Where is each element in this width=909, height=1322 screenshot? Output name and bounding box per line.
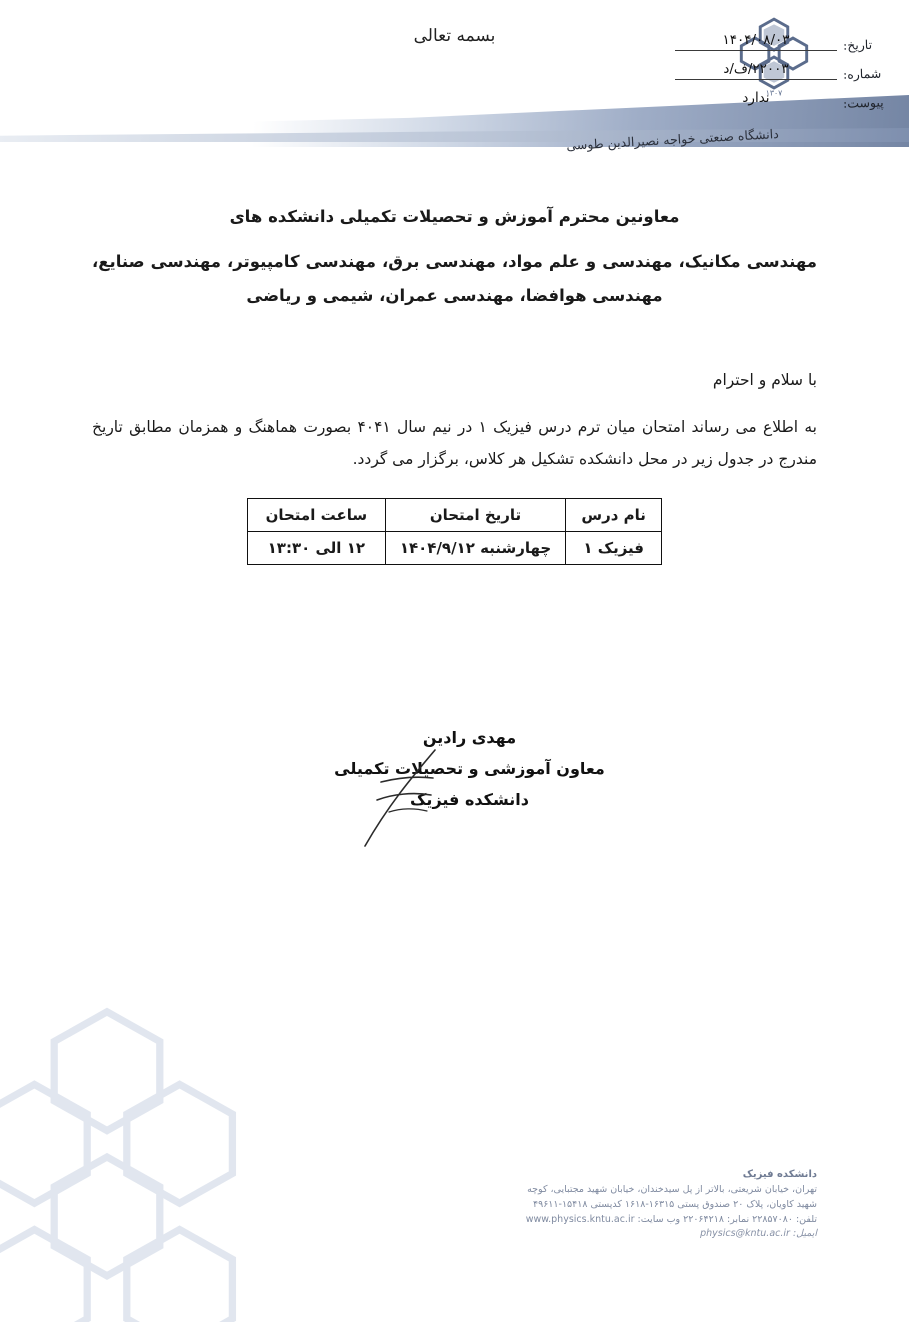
meta-label-attachment: پیوست:: [842, 94, 884, 111]
exam-schedule-table: [247, 498, 662, 565]
table-header-row: [247, 498, 661, 531]
addressee-line-2: مهندسی مکانیک، مهندسی و علم مواد، مهندسی برق، مهندسی کامپیوتر، مهندسی صنایع، مهندسی هوافضا، مهندسی عمران، شیمی و ریاضی: [92, 252, 817, 305]
footer-phone-line: تلفن: ۲۲۸۵۷۰۸۰ نمابر: ۲۲۰۶۴۲۱۸ وب سایت: www.physics.kntu.ac.ir: [525, 1213, 817, 1225]
meta-value-attachment: ندارد: [742, 89, 770, 106]
signatory-name: مهدی رادین: [422, 728, 517, 747]
logo-year: ۱۳۰۷: [765, 88, 783, 98]
letter-meta-block: [675, 22, 895, 109]
exam-table-container: [92, 498, 817, 565]
addressee-line-1: معاونین محترم آموزش و تحصیلات تکمیلی دانشکده های: [229, 207, 680, 226]
university-name: دانشگاه صنعتی خواجه نصیرالدین طوسی: [566, 126, 780, 153]
footer-address-line-1: تهران، خیابان شریعتی، بالاتر از پل سیدخندان، خیابان شهید مجتبایی، کوچه: [527, 1184, 817, 1196]
letter-body: [92, 200, 817, 565]
signature-block: [0, 722, 909, 816]
footer-contact-info: [0, 1167, 909, 1242]
watermark-logo-icon: [0, 992, 272, 1322]
cell-course: فیزیک ۱: [566, 531, 662, 564]
meta-value-date: ۱۴۰۴/۰۸/۰۳: [675, 34, 837, 52]
meta-label-number: شماره:: [842, 65, 882, 82]
meta-row-date: [675, 22, 895, 51]
signatory-faculty: دانشکده فیزیک: [410, 790, 529, 810]
besmallah-text: بسمه تعالی: [413, 26, 496, 46]
signatory-title: معاون آموزشی و تحصیلات تکمیلی: [334, 759, 605, 779]
meta-row-attachment: [675, 80, 895, 109]
table-header-course: نام درس: [566, 498, 662, 531]
meta-value-number: ۲۲۰۰۳/ف/د: [675, 63, 837, 81]
greeting-text: با سلام و احترام: [712, 370, 817, 389]
cell-time: ۱۲ الی ۱۳:۳۰: [247, 531, 385, 564]
footer-email-line: ایمیل: physics@kntu.ac.ir: [700, 1228, 817, 1240]
cell-date: چهارشنبه ۱۴۰۴/۹/۱۲: [385, 531, 565, 564]
notice-paragraph: به اطلاع می رساند امتحان میان ترم درس فیزیک ۱ در نیم سال ۴۰۴۱ بصورت هماهنگ و همزمان مطابق تاریخ مندرج در جدول زیر در محل دانشکده تشکیل هر کلاس، برگزار می گردد.: [92, 417, 817, 469]
letterhead: [0, 0, 909, 160]
footer-department: دانشکده فیزیک: [742, 1168, 817, 1180]
meta-row-number: [675, 51, 895, 80]
footer-address-line-2: شهید کاویان، پلاک ۲۰ صندوق پستی ۱۶۳۱۵-۱۶۱۸ کدپستی ۱۵۴۱۸-۴۹۶۱۱: [532, 1198, 817, 1210]
table-header-date: تاریخ امتحان: [385, 498, 565, 531]
table-header-time: ساعت امتحان: [247, 498, 385, 531]
table-row: [247, 531, 661, 564]
meta-label-date: تاریخ:: [842, 36, 873, 53]
